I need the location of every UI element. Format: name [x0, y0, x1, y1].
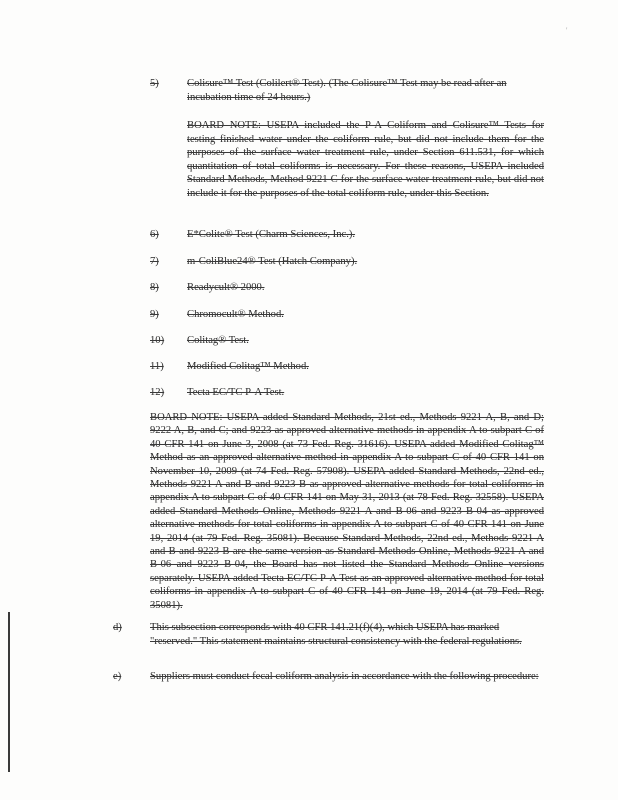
item-number: 7) [150, 256, 159, 267]
subsection-d [113, 621, 545, 665]
subsection-text: This subsection corresponds with 40 CFR 141.21(f)(4), which USEPA has marked "reserved." This statement maintains structural consistency with the federal regulations. [150, 622, 522, 647]
list-item-8 [150, 281, 546, 297]
list-item-12 [150, 386, 546, 402]
subsection-e [113, 670, 545, 700]
board-note-1: BOARD NOTE: USEPA included the P-A Coliform and Colisure™ Tests for testing finished water under the coliform rule, but did not include them for the purposes of the surface water treatment rule, under Section 611.531, for which quantitation of total coliforms is necessary. For these reasons, USEPA included Standard Methods, Method 9221 C for the surface water treatment rule, but did not include it for the purposes of the total coliform rule, under this Section. [187, 120, 544, 199]
item-text: Colitag® Test. [187, 335, 249, 346]
subsection-label: e) [113, 671, 122, 682]
item-text: E*Colite® Test (Charm Sciences, Inc.). [187, 229, 356, 240]
item-text: Colisure™ Test (Colilert® Test). (The Colisure™ Test may be read after an incubation time of 24 hours.) [187, 78, 507, 103]
item-text: Chromocult® Method. [187, 309, 284, 320]
item-text: Readycult® 2000. [187, 282, 265, 293]
item-number: 8) [150, 282, 159, 293]
list-item-11 [150, 360, 546, 376]
item-number: 5) [150, 78, 159, 89]
list-item-5 [150, 77, 546, 107]
item-number: 10) [150, 335, 165, 346]
list-item-7 [150, 255, 546, 271]
list-item-6 [150, 228, 546, 244]
corner-mark: ' [566, 26, 568, 35]
list-item-10 [150, 334, 546, 350]
item-text: m-ColiBlue24® Test (Hatch Company). [187, 256, 358, 267]
list-item-9 [150, 308, 546, 324]
item-text: Tecta EC/TC P-A Test. [187, 387, 285, 398]
subsection-label: d) [113, 622, 122, 633]
item-number: 12) [150, 387, 165, 398]
board-note-2: BOARD NOTE: USEPA added Standard Methods, 21st ed., Methods 9221 A, B, and D; 9222 A, B, and C; and 9223 as approved alternative methods in appendix A to subpart C of 40 CFR 141 on June 3, 2008 (at 73 Fed. Reg. 31616). USEPA added Modified Colitag™ Method as an approved alternative method in appendix A to subpart C of 40 CFR 141 on November 10, 2009 (at 74 Fed. Reg. 57908). USEPA added Standard Methods, 22nd ed., Methods 9221 A and B and 9223 B as approved alternative methods for total coliforms in appendix A to subpart C of 40 CFR 141 on May 31, 2013 (at 78 Fed. Reg. 32558). USEPA added Standard Methods Online, Methods 9221 A and B-06 and 9223 B-04 as approved alternative methods for total coliforms in appendix A to subpart C of 40 CFR 141 on June 19, 2014 (at 79 Fed. Reg. 35081). Because Standard Methods, 22nd ed., Methods 9221 A and B and 9223 B are the same version as Standard Methods Online, Methods 9221 A and B-06 and 9223 B-04, the Board has not listed the Standard Methods Online versions separately. USEPA added Tecta EC/TC P-A Test as an approved alternative method for total coliforms in appendix A to subpart C of 40 CFR 141 on June 19, 2014 (at 79 Fed. Reg. 35081). [150, 412, 544, 611]
subsection-text: Suppliers must conduct fecal coliform analysis in accordance with the following procedure: [150, 671, 539, 682]
item-number: 6) [150, 229, 159, 240]
item-text: Modified Colitag™ Method. [187, 361, 309, 372]
revision-margin-bar [8, 612, 10, 772]
item-number: 9) [150, 309, 159, 320]
item-number: 11) [150, 361, 164, 372]
